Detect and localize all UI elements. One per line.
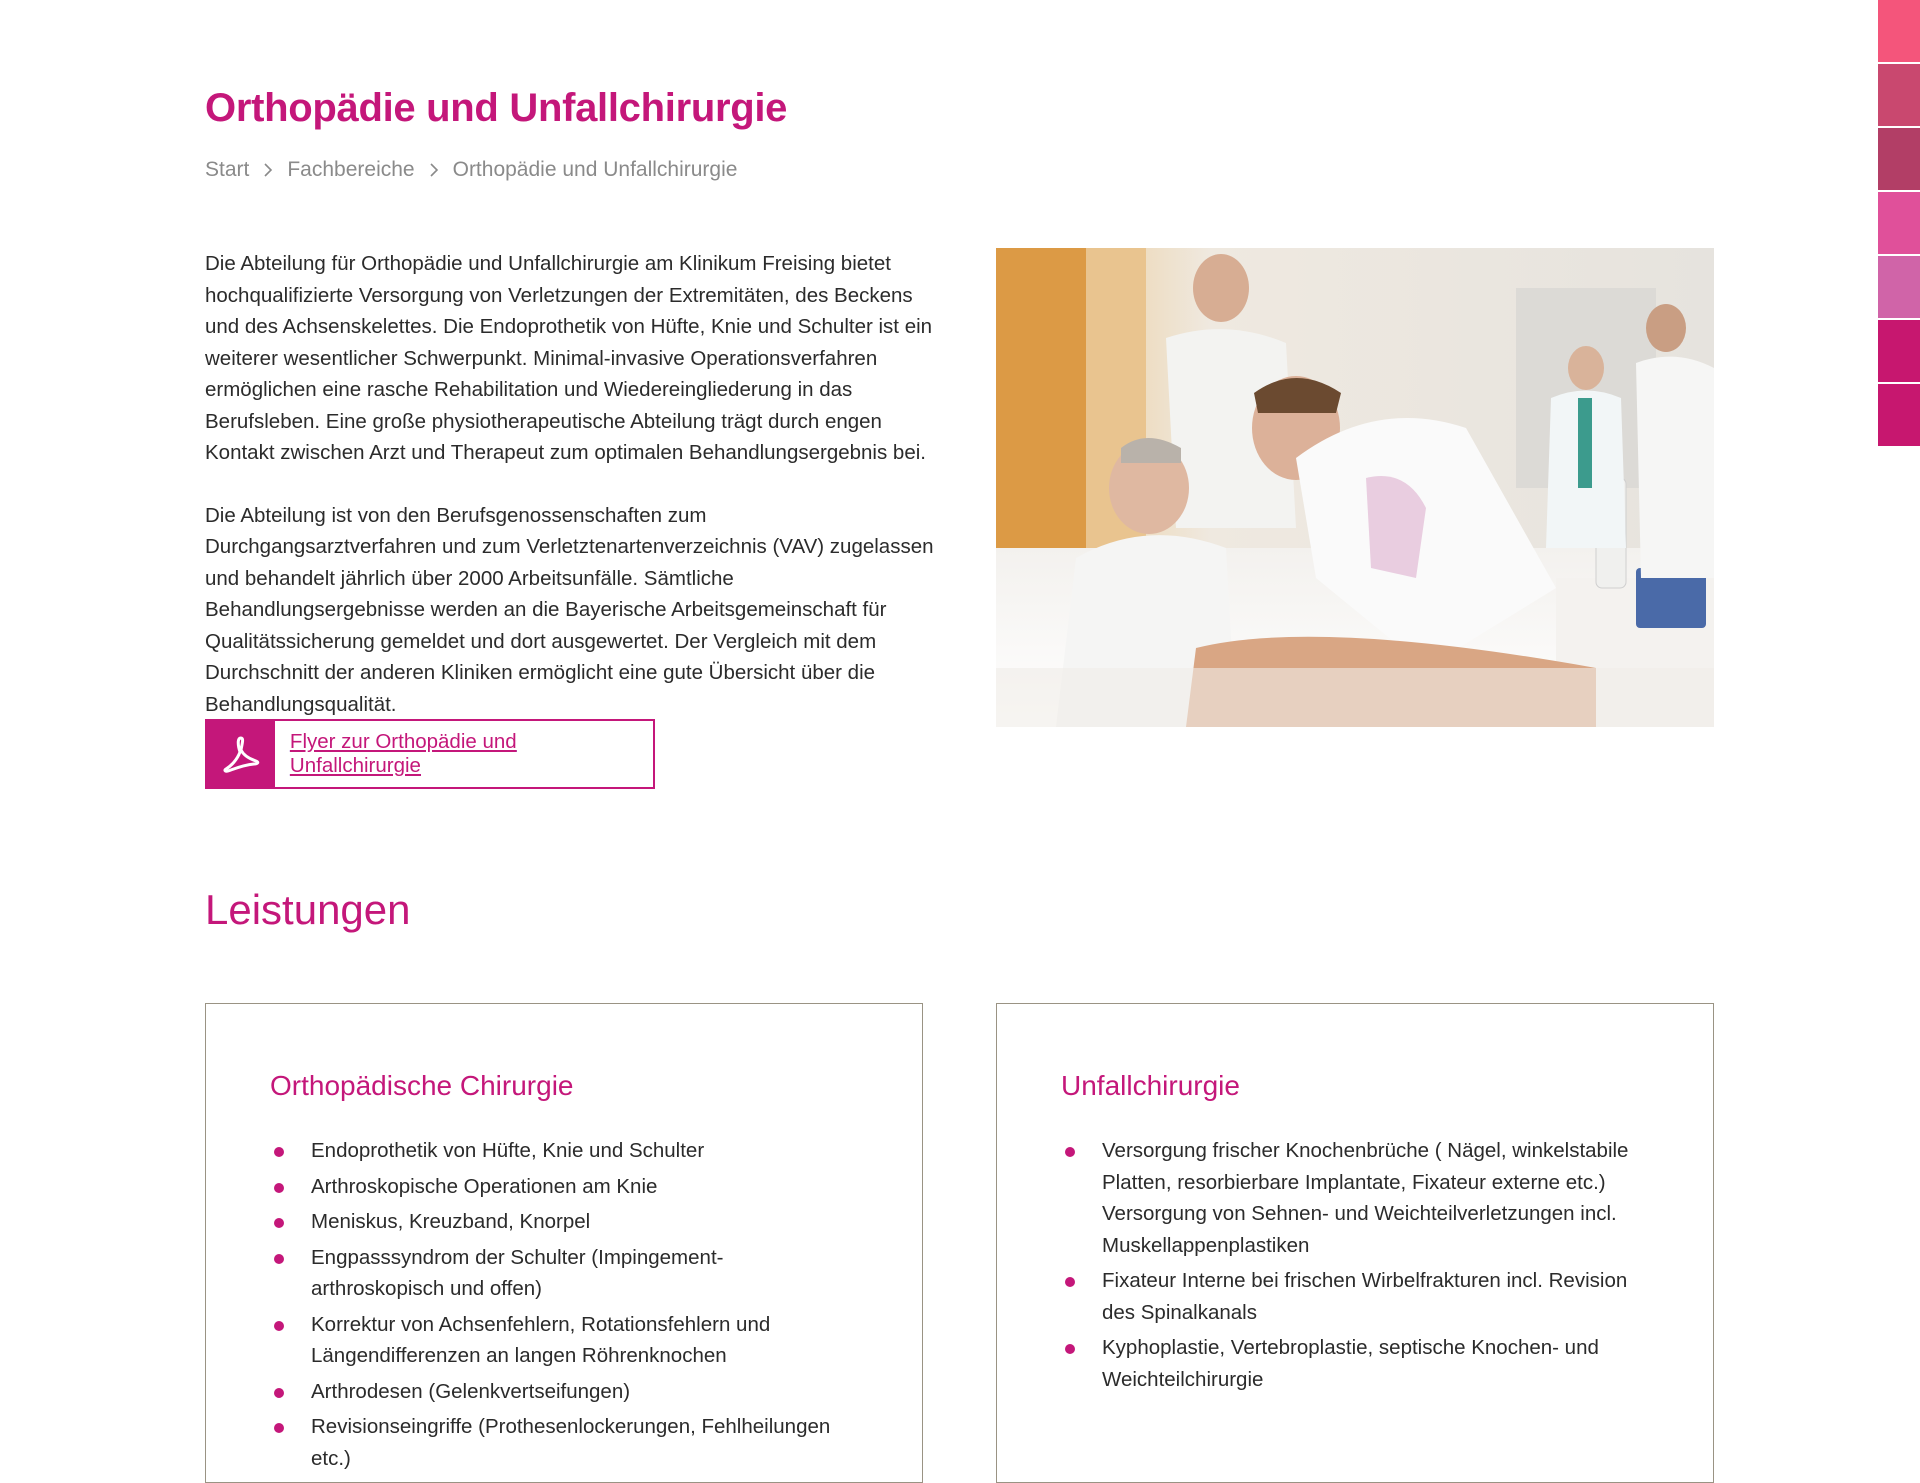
side-tab-5[interactable] [1878, 256, 1920, 318]
service-card-orthopaedic [205, 1003, 923, 1483]
side-color-tabs [1878, 0, 1920, 446]
breadcrumb-start[interactable]: Start [205, 158, 250, 181]
service-list [270, 1135, 840, 1478]
breadcrumb [205, 158, 737, 182]
list-item: Korrektur von Achsenfehlern, Rotationsfehlern und Längendifferenzen an langen Röhrenknochen [270, 1309, 840, 1372]
list-item: Meniskus, Kreuzband, Knorpel [270, 1206, 840, 1238]
list-item: Revisionseingriffe (Prothesenlockerungen, Fehlheilungen etc.) [270, 1411, 840, 1474]
flyer-download-button[interactable] [205, 719, 655, 789]
side-tab-6[interactable] [1878, 320, 1920, 382]
side-tab-4[interactable] [1878, 192, 1920, 254]
intro-paragraph: Die Abteilung ist von den Berufsgenossenschaften zum Durchgangsarztverfahren und zum Verletztenartenverzeichnis (VAV) zugelassen und behandelt jährlich über 2000 Arbeitsunfälle. Sämtliche Behandlungsergebnisse werden an die Bayerische Arbeitsgemeinschaft für Qualitätssicherung gemeldet und dort ausgewertet. Der Vergleich mit dem Durchschnitt der anderen Kliniken ermöglicht eine gute Übersicht über die Behandlungsqualität. [205, 503, 934, 716]
list-item: Versorgung frischer Knochenbrüche ( Nägel, winkelstabile Platten, resorbierbare Implantate, Fixateur externe etc.) Versorgung von Sehnen- und Weichteilverletzungen incl. Muskellappenplastiken [1061, 1135, 1631, 1261]
list-item: Fixateur Interne bei frischen Wirbelfrakturen incl. Revision des Spinalkanals [1061, 1265, 1631, 1328]
list-item: Endoprothetik von Hüfte, Knie und Schulter [270, 1135, 840, 1167]
list-item: Kyphoplastie, Vertebroplastie, septische Knochen- und Weichteilchirurgie [1061, 1332, 1631, 1395]
list-item: Arthroskopische Operationen am Knie [270, 1171, 840, 1203]
chevron-right-icon [263, 162, 273, 178]
side-tab-3[interactable] [1878, 128, 1920, 190]
intro-text [205, 248, 935, 751]
service-card-trauma [996, 1003, 1714, 1483]
intro-paragraph: Die Abteilung für Orthopädie und Unfallchirurgie am Klinikum Freising bietet hochqualifizierte Versorgung von Verletzungen der Extremitäten, des Beckens und des Achsenskelettes. Die Endoprothetik von Hüfte, Knie und Schulter ist ein weiterer wesentlicher Schwerpunkt. Minimal-invasive Operationsverfahren ermöglichen eine rasche Rehabilitation und Wiedereingliederung in das Berufsleben. Eine große physiotherapeutische Abteilung trägt durch engen Kontakt zwischen Arzt und Therapeut zum optimalen Behandlungsergebnis bei. [205, 252, 933, 464]
side-tab-2[interactable] [1878, 64, 1920, 126]
card-title: Orthopädische Chirurgie [270, 1070, 574, 1101]
flyer-link-label[interactable]: Flyer zur Orthopädie und Unfallchirurgie [289, 730, 517, 777]
side-tab-7[interactable] [1878, 384, 1920, 446]
section-title-leistungen: Leistungen [205, 886, 411, 933]
chevron-right-icon [429, 162, 439, 178]
page-title: Orthopädie und Unfallchirurgie [205, 86, 788, 130]
side-tab-1[interactable] [1878, 0, 1920, 62]
service-list [1061, 1135, 1631, 1399]
breadcrumb-fachbereiche[interactable]: Fachbereiche [287, 158, 415, 181]
hero-photo [996, 248, 1714, 727]
list-item: Engpasssyndrom der Schulter (Impingement-arthroskopisch und offen) [270, 1242, 840, 1305]
breadcrumb-current: Orthopädie und Unfallchirurgie [452, 158, 738, 181]
card-title: Unfallchirurgie [1061, 1070, 1240, 1101]
pdf-icon [207, 721, 275, 787]
list-item: Arthrodesen (Gelenkvertseifungen) [270, 1376, 840, 1408]
doctors-examining-patient-image [996, 248, 1714, 727]
